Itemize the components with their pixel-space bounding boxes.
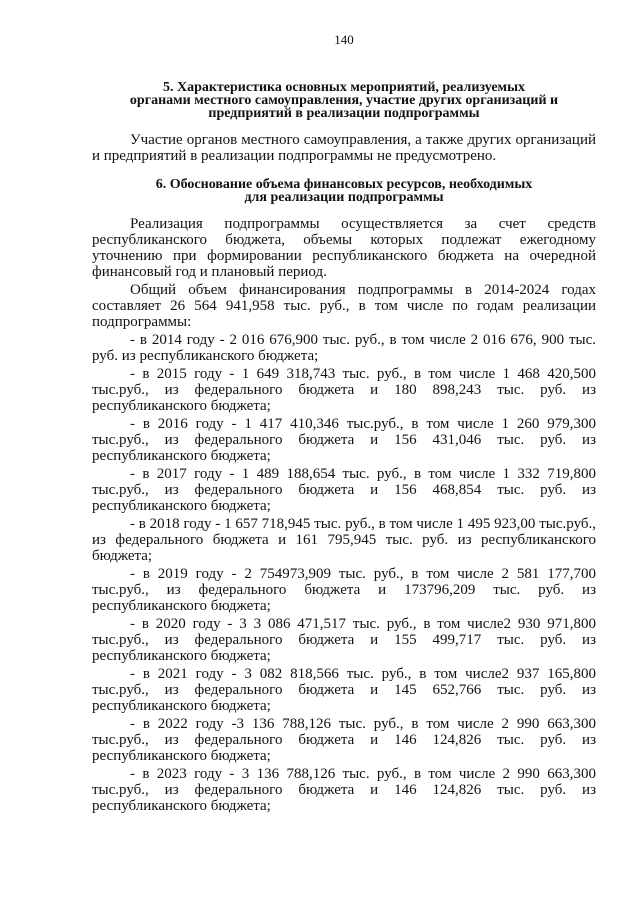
list-item: - в 2023 году - 3 136 788,126 тыс. руб., в том числе 2 990 663,300 тыс.руб., из федерального бюджета и 146 124,826 тыс. руб. из республиканского бюджета; [92,766,596,814]
section-6-heading-line: для реализации подпрограммы [244,190,444,205]
list-item: - в 2016 году - 1 417 410,346 тыс.руб., в том числе 1 260 979,300 тыс.руб., из федерального бюджета и 156 431,046 тыс. руб. из республиканского бюджета; [92,416,596,464]
funding-by-year-list [92,332,596,814]
list-item: - в 2022 году -3 136 788,126 тыс. руб., в том числе 2 990 663,300 тыс.руб., из федерального бюджета и 146 124,826 тыс. руб. из республиканского бюджета; [92,716,596,764]
list-item: - в 2021 году - 3 082 818,566 тыс. руб., в том числе2 937 165,800 тыс.руб., из федерального бюджета и 145 652,766 тыс. руб. из республиканского бюджета; [92,666,596,714]
section-5-heading-line: предприятий в реализации подпрограммы [208,106,480,121]
section-5-heading-line: 5. Характеристика основных мероприятий, реализуемых [162,80,526,95]
page-number: 140 [334,32,354,47]
section-6-paragraph-1: Реализация подпрограммы осуществляется за счет средств республиканского бюджета, объемы которых подлежат ежегодному уточнению при формировании республиканского бюджета на очередной финансовый год и плановый период. [92,216,596,280]
list-item: - в 2018 году - 1 657 718,945 тыс. руб., в том числе 1 495 923,00 тыс.руб., из федерального бюджета и 161 795,945 тыс. руб. из республиканского бюджета; [92,516,596,564]
section-6-heading [92,178,596,204]
document-page [92,32,596,814]
section-6-heading-line: 6. Обоснование объема финансовых ресурсов, необходимых [155,177,533,192]
section-5-paragraph: Участие органов местного самоуправления, а также других организаций и предприятий в реализации подпрограммы не предусмотрено. [92,132,596,164]
list-item: - в 2020 году - 3 3 086 471,517 тыс. руб., в том числе2 930 971,800 тыс.руб., из федерального бюджета и 155 499,717 тыс. руб. из республиканского бюджета; [92,616,596,664]
section-5-heading-line: органами местного самоуправления, участие других организаций и [129,93,559,108]
section-6-paragraph-2: Общий объем финансирования подпрограммы в 2014-2024 годах составляет 26 564 941,958 тыс. руб., в том числе по годам реализации подпрограммы: [92,282,596,330]
list-item: - в 2019 году - 2 754973,909 тыс. руб., в том числе 2 581 177,700 тыс.руб., из федерального бюджета и 173796,209 тыс. руб. из республиканского бюджета; [92,566,596,614]
section-5-heading [92,81,596,120]
list-item: - в 2017 году - 1 489 188,654 тыс. руб., в том числе 1 332 719,800 тыс.руб., из федерального бюджета и 156 468,854 тыс. руб. из республиканского бюджета; [92,466,596,514]
list-item: - в 2015 году - 1 649 318,743 тыс. руб., в том числе 1 468 420,500 тыс.руб., из федерального бюджета и 180 898,243 тыс. руб. из республиканского бюджета; [92,366,596,414]
list-item: - в 2014 году - 2 016 676,900 тыс. руб., в том числе 2 016 676, 900 тыс. руб. из республиканского бюджета; [92,332,596,364]
